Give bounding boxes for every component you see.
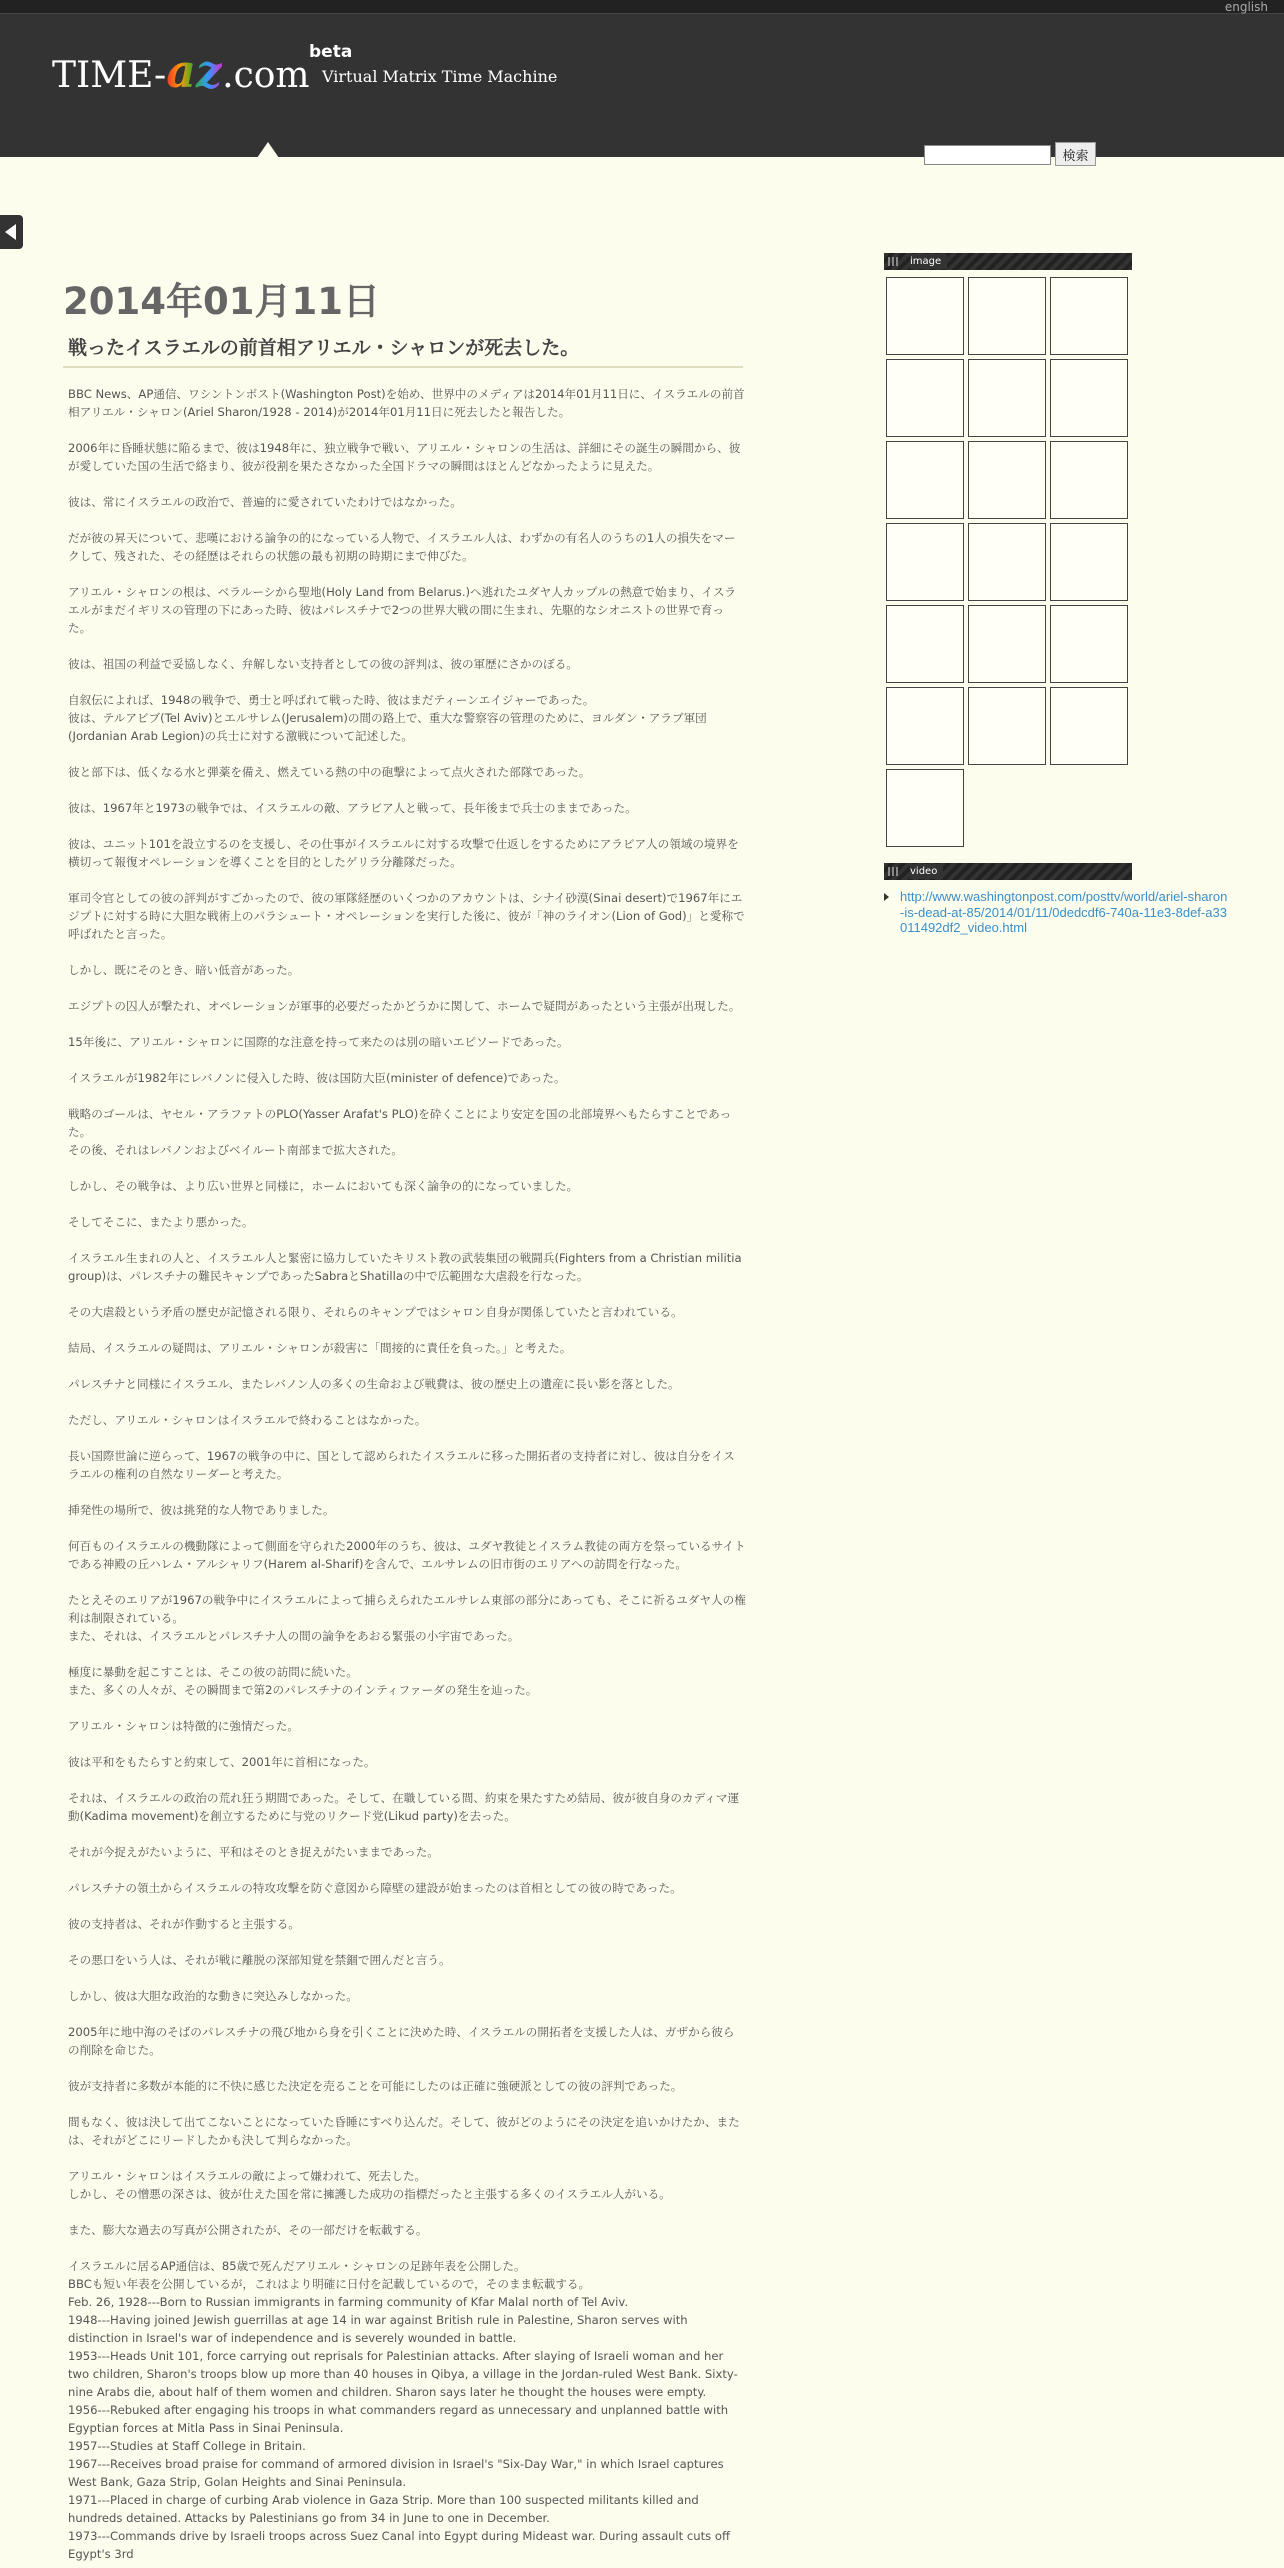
image-thumbnail[interactable] bbox=[968, 605, 1046, 683]
article-paragraph: 極度に暴動を起こすことは、そこの彼の訪問に続いた。 また、多くの人々が、その瞬間まで第2のパレスチナのインティファーダの発生を辿った。 bbox=[68, 1665, 538, 1697]
top-bar bbox=[0, 0, 1284, 14]
article-paragraph: パレスチナの領土からイスラエルの特攻攻撃を防ぐ意図から障壁の建設が始まったのは首相としての彼の時であった。 bbox=[68, 1881, 682, 1895]
article-paragraph: それが今捉えがたいように、平和はそのとき捉えがたいままであった。 bbox=[68, 1845, 439, 1859]
article-paragraph: 結局、イスラエルの疑問は、アリエル・シャロンが殺害に「間接的に責任を負った。」と考えた。 bbox=[68, 1341, 572, 1355]
article-paragraph: アリエル・シャロンはイスラエルの敵によって嫌われて、死去した。 しかし、その憎悪の深さは、彼が仕えた国を常に擁護した成功の指標だったと主張する多くのイスラエル人がいる。 bbox=[68, 2169, 671, 2201]
article-paragraph: 彼は平和をもたらすと約束して、2001年に首相になった。 bbox=[68, 1755, 376, 1769]
image-thumbnail[interactable] bbox=[968, 277, 1046, 355]
language-link[interactable]: english bbox=[1224, 0, 1268, 14]
search-input[interactable] bbox=[924, 145, 1051, 165]
image-section-header bbox=[884, 253, 1132, 270]
site-logo[interactable] bbox=[52, 44, 310, 98]
timeline-entry: 1973---Commands drive by Israeli troops across Suez Canal into Egypt during Mideast war. During assault cuts off Egypt's 3rd bbox=[68, 2529, 730, 2561]
article-paragraph: 15年後に、アリエル・シャロンに国際的な注意を持って来たのは別の暗いエピソードであった。 bbox=[68, 1035, 569, 1049]
image-section-title: image bbox=[910, 254, 947, 269]
video-link[interactable]: http://www.washingtonpost.com/posttv/world/ariel-sharon-is-dead-at-85/2014/01/11/0dedcdf6-740a-11e3-8def-a33011492df2_video.html bbox=[900, 889, 1228, 935]
timeline-entry: Feb. 26, 1928---Born to Russian immigrants in farming community of Kfar Malal north of Tel Aviv. bbox=[68, 2295, 629, 2309]
article-paragraph: 彼が支持者に多数が本能的に不快に感じた決定を売ることを可能にしたのは正確に強硬派としての彼の評判であった。 bbox=[68, 2079, 683, 2093]
article-paragraph: 彼と部下は、低くなる水と弾薬を備え、燃えている熱の中の砲撃によって点火された部隊であった。 bbox=[68, 765, 591, 779]
article-paragraph: 彼は、1967年と1973の戦争では、イスラエルの敵、アラビア人と戦って、長年後まで兵士のままであった。 bbox=[68, 801, 637, 815]
article-paragraph: 挿発性の場所で、彼は挑発的な人物でありました。 bbox=[68, 1503, 335, 1517]
image-thumbnail[interactable] bbox=[968, 523, 1046, 601]
image-thumbnail[interactable] bbox=[968, 441, 1046, 519]
article-paragraph: しかし、彼は大胆な政治的な動きに突込みしなかった。 bbox=[68, 1989, 358, 2003]
article-paragraph: 彼は、祖国の利益で妥協しなく、弁解しない支持者としての彼の評判は、彼の軍歴にさかのぼる。 bbox=[68, 657, 578, 671]
side-toggle-tab[interactable] bbox=[0, 215, 23, 249]
headline-divider bbox=[63, 366, 743, 368]
timeline-entry: BBCも短い年表を公開しているが，これはより明確に日付を記載しているので，そのまま転載する。 bbox=[68, 2277, 591, 2291]
article-paragraph: 間もなく、彼は決して出てこないことになっていた昏睡にすべり込んだ。そして、彼がどのようにその決定を追いかけたか、または、それがどこにリードしたかも決して判らなかった。 bbox=[68, 2115, 740, 2147]
article-paragraph: ただし、アリエル・シャロンはイスラエルで終わることはなかった。 bbox=[68, 1413, 427, 1427]
article-paragraph: BBC News、AP通信、ワシントンポスト(Washington Post)を始め、世界中のメディアは2014年01月11日に、イスラエルの前首相アリエル・シャロン(Ariel Sharon/1928 - 2014)が2014年01月11日に死去したと報告した。 bbox=[68, 387, 745, 419]
article-paragraph: エジプトの囚人が撃たれ、オペレーションが軍事的必要だったかどうかに関して、ホームで疑問があったという主張が出現した。 bbox=[68, 999, 741, 1013]
video-section-header bbox=[884, 863, 1132, 880]
logo-text-right: .com bbox=[222, 55, 310, 96]
timeline-entry: 1948---Having joined Jewish guerrillas at age 14 in war against British rule in Palestine, Sharon serves with distinction in Israel's war of independence and is severely wounded in battle. bbox=[68, 2313, 688, 2345]
article-paragraph: 自叙伝によれば、1948の戦争で、勇士と呼ばれて戦った時、彼はまだティーンエイジャーであった。 彼は、テルアビブ(Tel Aviv)とエルサレム(Jerusalem)の間の路上で、重大な警察容の管理のために、ヨルダン・アラブ軍団(Jordanian Arab Legion)の兵士に対する激戦について記述した。 bbox=[68, 693, 707, 743]
article-paragraph: しかし、その戦争は、より広い世界と同様に，ホームにおいても深く論争の的になっていました。 bbox=[68, 1179, 579, 1193]
article-paragraph: それは、イスラエルの政治の荒れ狂う期間であった。そして、在職している間、約束を果たすため結局、彼が彼自身のカディマ運動(Kadima movement)を創立するために与党のリクード党(Likud party)を去った。 bbox=[68, 1791, 740, 1823]
article-paragraph: アリエル・シャロンは特徴的に強情だった。 bbox=[68, 1719, 299, 1733]
image-thumbnail[interactable] bbox=[886, 441, 964, 519]
article-paragraph: 2005年に地中海のそばのパレスチナの飛び地から身を引くことに決めた時、イスラエルの開拓者を支援した人は、ガザから彼らの削除を命じた。 bbox=[68, 2025, 735, 2057]
article-paragraph: その悪口をいう人は、それが戦に離脱の深部知覚を禁錮で囲んだと言う。 bbox=[68, 1953, 451, 1967]
image-thumbnail[interactable] bbox=[886, 359, 964, 437]
image-thumbnail[interactable] bbox=[886, 523, 964, 601]
article-paragraph: 戦略のゴールは、ヤセル・アラファトのPLO(Yasser Arafat's PLO)を砕くことにより安定を国の北部境界へもたらすことであった。 その後、それはレバノンおよびベイルート南部まで拡大された。 bbox=[68, 1107, 732, 1157]
article-paragraph: だが彼の昇天について、悲嘆における論争の的になっている人物で、イスラエル人は、わずかの有名人のうちの1人の損失をマークして、残された、その経歴はそれらの状態の最も初期の時期にまで伸びた。 bbox=[68, 531, 736, 563]
video-section-title: video bbox=[910, 864, 943, 879]
timeline-entry: 1967---Receives broad praise for command of armored division in Israel's "Six-Day War," in which Israel captures West Bank, Gaza Strip, Golan Heights and Sinai Peninsula. bbox=[68, 2457, 724, 2489]
timeline-entry: 1971---Placed in charge of curbing Arab violence in Gaza Strip. More than 100 suspected militants killed and hundreds detained. Attacks by Palestinians go from 34 in June to one in December. bbox=[68, 2493, 699, 2525]
article-headline: 戦ったイスラエルの前首相アリエル・シャロンが死去した。 bbox=[68, 337, 580, 359]
logo-az: az bbox=[166, 44, 223, 98]
article-paragraph: 2006年に昏睡状態に陥るまで、彼は1948年に、独立戦争で戦い、アリエル・シャロンの生活は、詳細にその誕生の瞬間から、彼が愛していた国の生活で絡まり、彼が役割を果たさなかった全国ドラマの瞬間はほとんどなかったように見えた。 bbox=[68, 441, 741, 473]
grip-icon bbox=[888, 257, 900, 266]
page-date: 2014年01月11日 bbox=[63, 280, 380, 323]
article-paragraph: また、膨大な過去の写真が公開されたが、その一部だけを転載する。 bbox=[68, 2223, 428, 2237]
bullet-arrow-icon bbox=[884, 893, 889, 901]
article-paragraph: たとえそのエリアが1967の戦争中にイスラエルによって捕らえられたエルサレム東部の部分にあっても、そこに祈るユダヤ人の権利は制限されている。 また、それは、イスラエルとパレスチナ人の間の論争をあおる緊張の小宇宙であった。 bbox=[68, 1593, 746, 1643]
site-header bbox=[0, 14, 1284, 164]
timeline-block bbox=[68, 2257, 746, 2563]
article-paragraph: 彼は、常にイスラエルの政治で、普遍的に愛されていたわけではなかった。 bbox=[68, 495, 462, 509]
image-thumbnail[interactable] bbox=[1050, 441, 1128, 519]
image-thumbnail[interactable] bbox=[1050, 359, 1128, 437]
grip-icon bbox=[888, 867, 900, 876]
article-paragraph: その大虐殺という矛盾の歴史が記憶される限り、それらのキャンプではシャロン自身が関係していたと言われている。 bbox=[68, 1305, 683, 1319]
nav-notch bbox=[248, 142, 288, 171]
beta-label: beta bbox=[309, 42, 353, 62]
article-paragraph: そしてそこに、またより悪かった。 bbox=[68, 1215, 254, 1229]
arrow-left-icon bbox=[5, 224, 16, 240]
article-paragraph: パレスチナと同様にイスラエル、またレバノン人の多くの生命および戦費は、彼の歴史上の遺産に長い影を落とした。 bbox=[68, 1377, 680, 1391]
article-paragraph: 彼の支持者は、それが作動すると主張する。 bbox=[68, 1917, 300, 1931]
article-paragraph: イスラエル生まれの人と、イスラエル人と緊密に協力していたキリスト教の武装集団の戦闘兵(Fighters from a Christian militia group)は、パレスチナの難民キャンプであったSabraとShatillaの中で広範囲な大虐殺を行なった。 bbox=[68, 1251, 742, 1283]
article-paragraph: 何百ものイスラエルの機動隊によって側面を守られた2000年のうち、彼は、ユダヤ教徒とイスラム教徒の両方を祭っているサイトである神殿の丘ハレム・アルシャリフ(Harem al-Sharif)を含んで、エルサレムの旧市街のエリアへの訪問を行なった。 bbox=[68, 1539, 746, 1571]
image-thumbnail[interactable] bbox=[886, 769, 964, 847]
image-thumbnail[interactable] bbox=[886, 605, 964, 683]
timeline-entry: 1957---Studies at Staff College in Britain. bbox=[68, 2439, 306, 2453]
image-thumbnail[interactable] bbox=[1050, 523, 1128, 601]
search-button[interactable]: 検索 bbox=[1055, 142, 1096, 166]
timeline-entry: イスラエルに居るAP通信は、85歳で死んだアリエル・シャロンの足跡年表を公開した。 bbox=[68, 2259, 526, 2273]
image-thumbnail[interactable] bbox=[886, 687, 964, 765]
article-paragraph: 軍司令官としての彼の評判がすごかったので、彼の軍隊経歴のいくつかのアカウントは、シナイ砂漠(Sinai desert)で1967年にエジプトに対する時に大胆な戦術上のパラシュート・オペレーションを実行した後に、彼が「神のライオン(Lion of God)」と愛称で呼ばれたと言った。 bbox=[68, 891, 745, 941]
image-thumbnail[interactable] bbox=[968, 359, 1046, 437]
logo-text-left: TIME- bbox=[52, 55, 167, 96]
article-paragraph: しかし、既にそのとき、暗い低音があった。 bbox=[68, 963, 300, 977]
site-tagline: Virtual Matrix Time Machine bbox=[322, 67, 558, 86]
image-thumbnail[interactable] bbox=[1050, 605, 1128, 683]
image-thumbnail[interactable] bbox=[968, 687, 1046, 765]
image-thumbnail[interactable] bbox=[1050, 277, 1128, 355]
article-paragraph: アリエル・シャロンの根は、ベラルーシから聖地(Holy Land from Belarus.)へ逃れたユダヤ人カップルの熱意で始まり、イスラエルがまだイギリスの管理の下にあった時、彼はパレスチナで2つの世界大戦の間に生まれ、先駆的なシオニストの世界で育った。 bbox=[68, 585, 737, 635]
image-thumbnail[interactable] bbox=[886, 277, 964, 355]
article-body bbox=[68, 385, 746, 2563]
image-thumbnail[interactable] bbox=[1050, 687, 1128, 765]
article-paragraph: 長い国際世論に逆らって、1967の戦争の中に、国として認められたイスラエルに移った開拓者の支持者に対し、彼は自分をイスラエルの権利の自然なリーダーと考えた。 bbox=[68, 1449, 735, 1481]
article-paragraph: 彼は、ユニット101を設立するのを支援し、その仕事がイスラエルに対する攻撃で仕返しをするためにアラビア人の領域の境界を横切って報復オペレーションを導くことを目的としたゲリラ分離隊だった。 bbox=[68, 837, 739, 869]
timeline-entry: 1956---Rebuked after engaging his troops in what commanders regard as unnecessary and unplanned battle with Egyptian forces at Mitla Pass in Sinai Peninsula. bbox=[68, 2403, 729, 2435]
article-paragraph: イスラエルが1982年にレバノンに侵入した時、彼は国防大臣(minister of defence)であった。 bbox=[68, 1071, 566, 1085]
timeline-entry: 1953---Heads Unit 101, force carrying out reprisals for Palestinian attacks. After slaying of Israeli woman and her two children, Sharon's troops blow up more than 40 houses in Qibya, a village in the Jordan-ruled West Bank. Sixty-nine Arabs die, about half of them women and children. Sharon says later he thought the houses were empty. bbox=[68, 2349, 738, 2399]
